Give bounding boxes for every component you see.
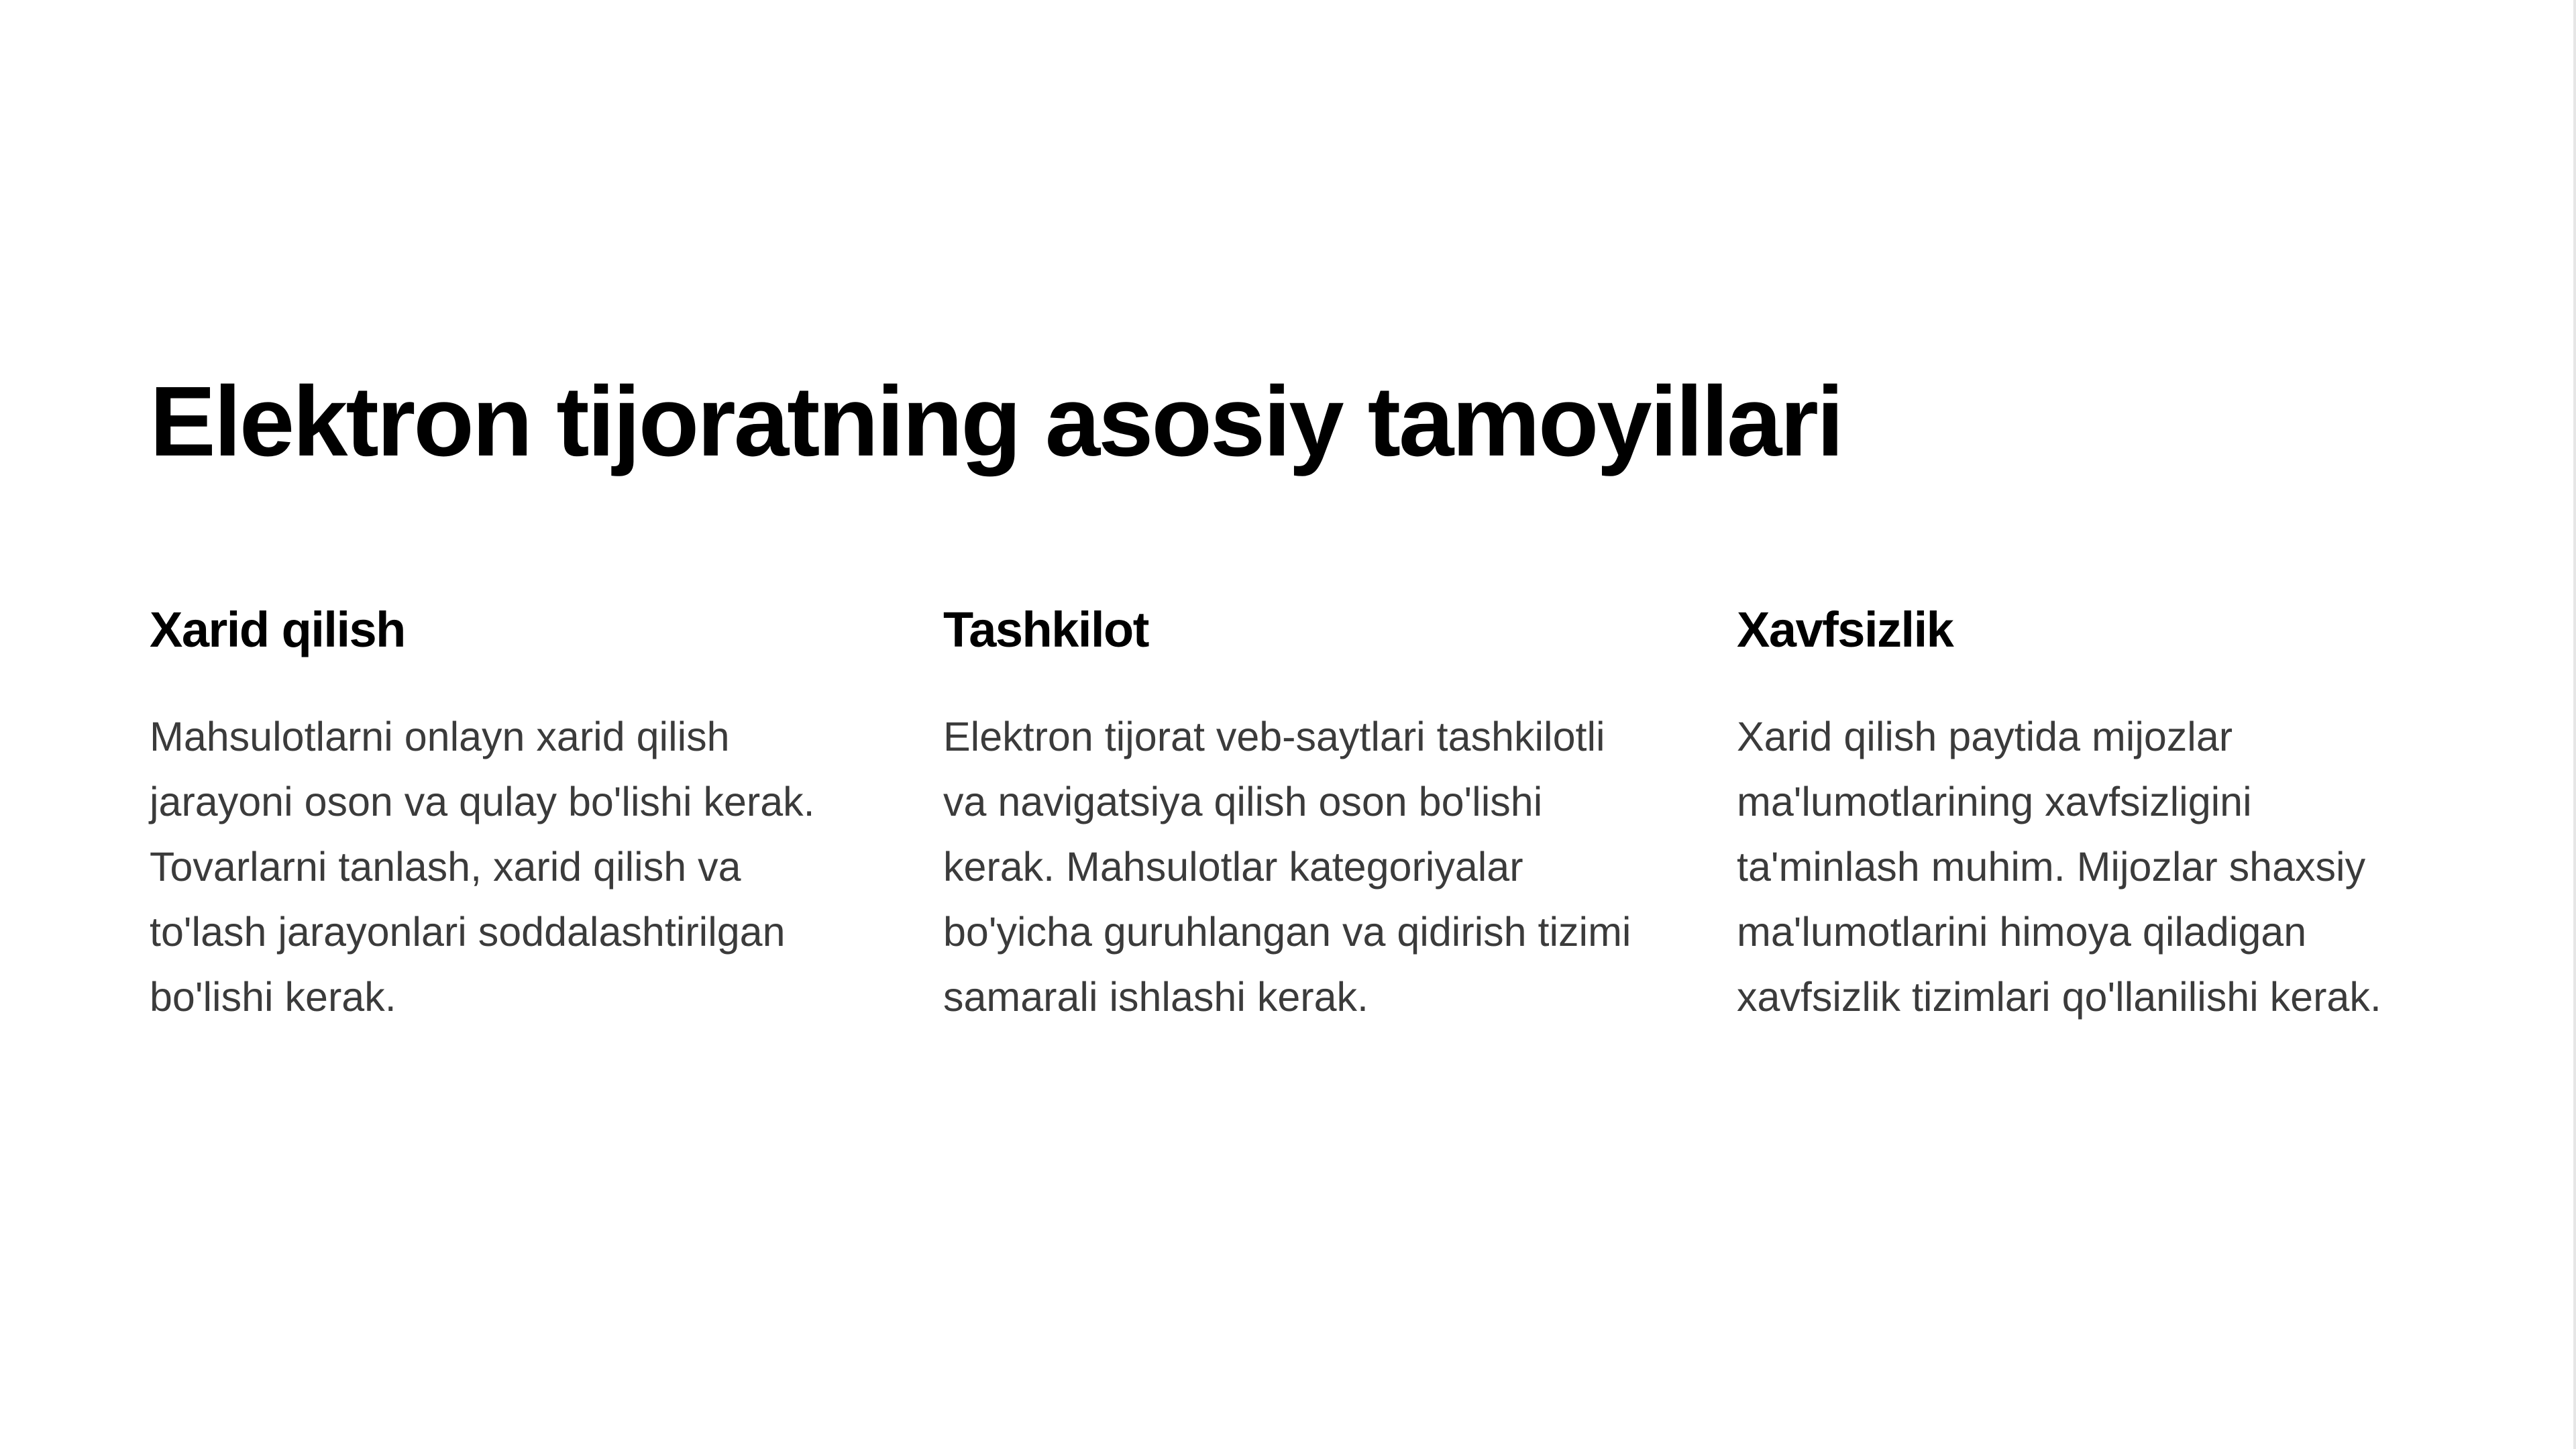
- column-heading: Xarid qilish: [150, 602, 405, 657]
- column-xarid-qilish: [150, 600, 843, 1030]
- column-tashkilot: [943, 600, 1637, 1030]
- column-body: Xarid qilish paytida mijozlar ma'lumotlarining xavfsizligini ta'minlash muhim. Mijozlar shaxsiy ma'lumotlarini himoya qiladigan xavfsizlik tizimlari qo'llanilishi kerak.: [1737, 713, 2381, 1020]
- slide-title: Elektron tijoratning asosiy tamoyillari: [150, 366, 1843, 477]
- column-heading: Xavfsizlik: [1737, 602, 1953, 657]
- column-body: Mahsulotlarni onlayn xarid qilish jarayoni oson va qulay bo'lishi kerak. Tovarlarni tanlash, xarid qilish va to'lash jarayonlari soddalashtirilgan bo'lishi kerak.: [150, 713, 815, 1020]
- column-xavfsizlik: [1737, 600, 2430, 1030]
- column-heading: Tashkilot: [943, 602, 1148, 657]
- slide-edge-divider: [2573, 0, 2576, 1449]
- principles-columns: [150, 600, 2464, 1030]
- column-body: Elektron tijorat veb-saytlari tashkilotli va navigatsiya qilish oson bo'lishi kerak. Mahsulotlar kategoriyalar bo'yicha guruhlangan va qidirish tizimi samarali ishlashi kerak.: [943, 713, 1631, 1020]
